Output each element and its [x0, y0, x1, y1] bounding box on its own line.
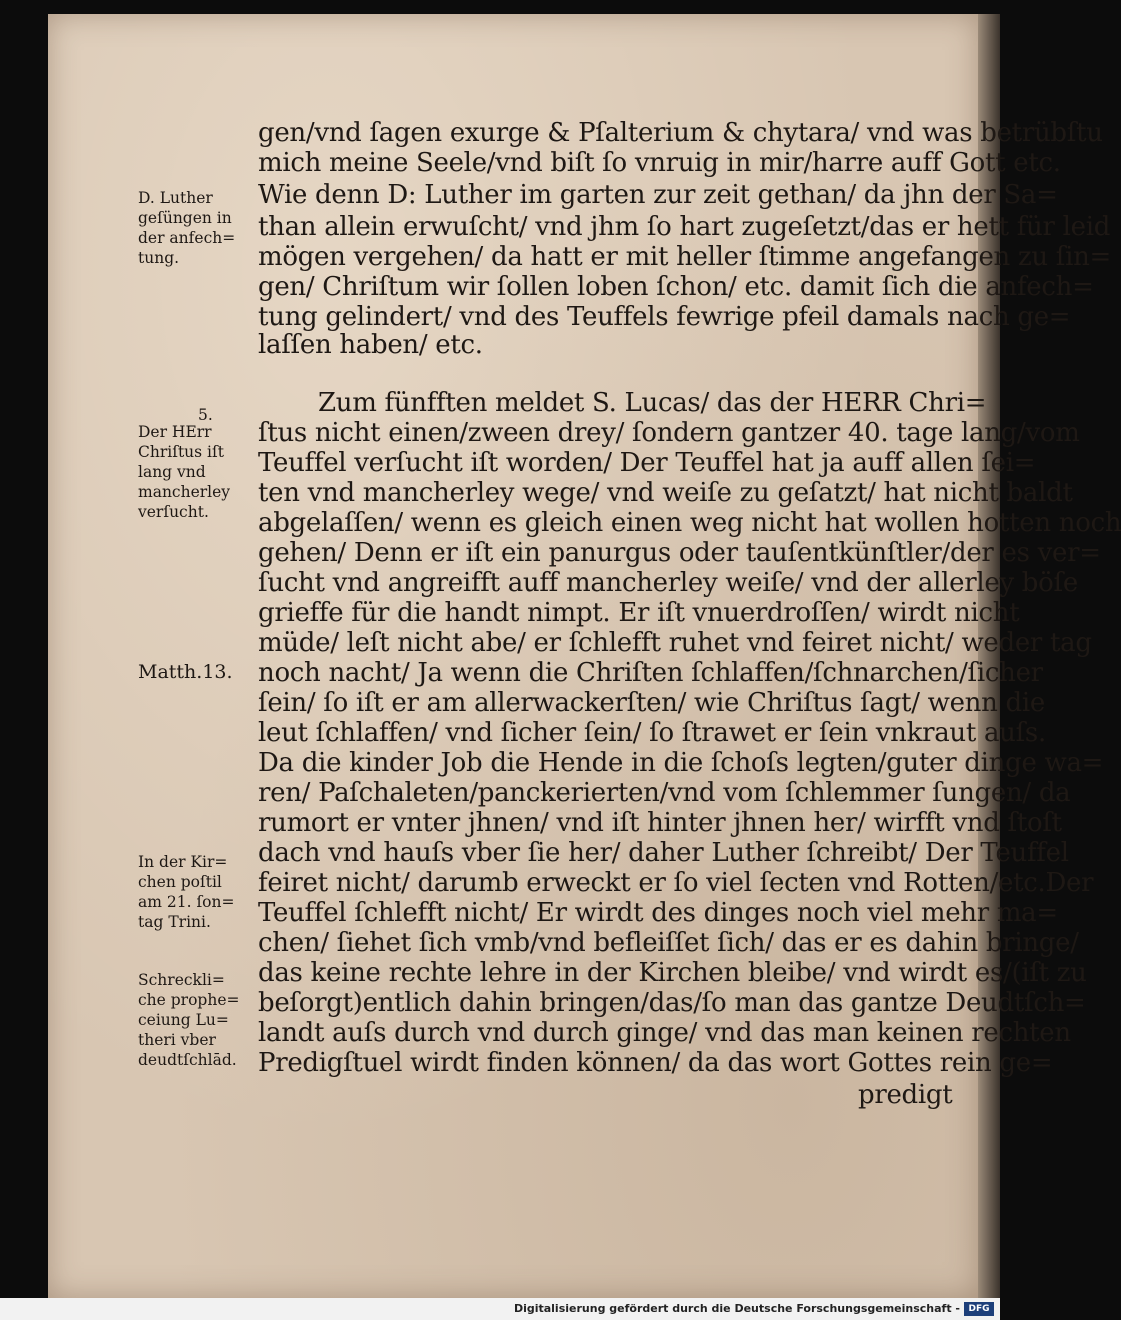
margin-note-line: geſüngen in: [138, 209, 232, 227]
margin-note-line: deudtſchlād.: [138, 1051, 237, 1069]
margin-note-line: che prophe=: [138, 991, 240, 1009]
margin-note-line: mancherley: [138, 483, 231, 501]
body-line: Zum fünfften meldet S. Lucas/ das der HERR Chri=: [318, 388, 987, 418]
body-line: gen/ Chriſtum wir ſollen loben ſchon/ etc. damit ſich die anfech=: [258, 272, 1094, 302]
body-line: mögen vergehen/ da hatt er mit heller ſtimme angefangen zu ſin=: [258, 242, 1112, 272]
body-line: Da die kinder Job die Hende in die ſchoſs legten/guter dinge wa=: [258, 748, 1104, 778]
body-line: ten vnd mancherley wege/ vnd weiſe zu geſatzt/ hat nicht baldt: [258, 478, 1073, 508]
margin-note-line: Der HErr: [138, 423, 212, 441]
body-line: beſorgt)entlich dahin bringen/das/ſo man das gantze Deudtſch=: [258, 988, 1086, 1018]
margin-note-line: D. Luther: [138, 189, 213, 207]
margin-note-line: tag Trini.: [138, 913, 211, 931]
margin-note-line: am 21. ſon=: [138, 893, 235, 911]
catchword: predigt: [858, 1080, 953, 1110]
body-line: dach vnd hauſs vber ſie her/ daher Luther ſchreibt/ Der Teuffel: [258, 838, 1069, 868]
margin-note-line: der anfech=: [138, 229, 236, 247]
body-line: Predigſtuel wirdt finden können/ da das wort Gottes rein ge=: [258, 1048, 1053, 1078]
body-line: chen/ ſiehet ſich vmb/vnd befleiſſet ſich/ das er es dahin bringe/: [258, 928, 1079, 958]
body-line: landt auſs durch vnd durch ginge/ vnd das man keinen rechten: [258, 1018, 1071, 1048]
body-line: rumort er vnter jhnen/ vnd iſt hinter jhnen her/ wirfft vnd ſtoſt: [258, 808, 1062, 838]
body-line: ſtus nicht einen/zween drey/ ſondern gantzer 40. tage lang/vom: [258, 418, 1080, 448]
body-line: müde/ leſt nicht abe/ er ſchlefft ruhet vnd feiret nicht/ weder tag: [258, 628, 1092, 658]
margin-note-postil: [138, 852, 263, 932]
margin-note-line: Schreckli=: [138, 971, 225, 989]
margin-note-prophecy: [138, 970, 263, 1070]
body-line: feiret nicht/ darumb erweckt er ſo viel ſecten vnd Rotten/etc.Der: [258, 868, 1094, 898]
body-line: das keine rechte lehre in der Kirchen bleibe/ vnd wirdt es/(iſt zu: [258, 958, 1087, 988]
body-line: gehen/ Denn er iſt ein panurgus oder tauſentkünſtler/der es ver=: [258, 538, 1101, 568]
body-line: tung gelindert/ vnd des Teuffels fewrige pfeil damals nach ge=: [258, 302, 1071, 332]
body-line: mich meine Seele/vnd biſt ſo vnruig in mir/harre auff Gott etc.: [258, 148, 1061, 178]
body-line: Teuffel verſucht iſt worden/ Der Teuffel hat ja auff allen ſei=: [258, 448, 1036, 478]
body-line: ſucht vnd angreifft auff mancherley weiſe/ vnd der allerley böſe: [258, 568, 1078, 598]
body-line: ren/ Paſchaleten/panckerierten/vnd vom ſchlemmer ſungen/ da: [258, 778, 1071, 808]
body-line: than allein erwuſcht/ vnd jhm ſo hart zugeſetzt/das er hett für leid: [258, 212, 1111, 242]
margin-note-line: Chriſtus iſt: [138, 443, 224, 461]
body-line: Wie denn D: Luther im garten zur zeit gethan/ da jhn der Sa=: [258, 180, 1058, 210]
margin-note-line: tung.: [138, 249, 180, 267]
funding-credit: Digitalisierung gefördert durch die Deutsche Forschungsgemeinschaft -: [513, 1302, 960, 1315]
footer-bar: [0, 1298, 1000, 1320]
body-line: ſein/ ſo iſt er am allerwackerſten/ wie Chriſtus ſagt/ wenn die: [258, 688, 1045, 718]
margin-note-line: 5.: [198, 406, 213, 424]
margin-note-luther: [138, 188, 263, 268]
body-line: grieffe für die handt nimpt. Er iſt vnuerdroſſen/ wirdt nicht: [258, 598, 1020, 628]
margin-note-christus: [138, 408, 263, 522]
body-line: leut ſchlaffen/ vnd ſicher ſein/ ſo ſtrawet er ſein vnkraut auſs.: [258, 718, 1046, 748]
margin-note-line: chen poſtil: [138, 873, 222, 891]
margin-note-line: verſucht.: [138, 503, 209, 521]
body-line: laſſen haben/ etc.: [258, 330, 483, 360]
body-line: noch nacht/ Ja wenn die Chriſten ſchlaffen/ſchnarchen/ſicher: [258, 658, 1043, 688]
margin-note-line: In der Kir=: [138, 853, 228, 871]
body-line: Teuffel ſchlefft nicht/ Er wirdt des dinges noch viel mehr ma=: [258, 898, 1058, 928]
body-line: gen/vnd ſagen exurge & Pſalterium & chytara/ vnd was betrübſtu: [258, 118, 1103, 148]
margin-note-line: ceiung Lu=: [138, 1011, 229, 1029]
margin-note-matthew: [138, 662, 263, 682]
margin-note-line: lang vnd: [138, 463, 206, 481]
dfg-logo-icon: DFG: [964, 1302, 994, 1316]
margin-note-line: Matth.13.: [138, 661, 233, 683]
margin-note-line: theri vber: [138, 1031, 216, 1049]
body-line: abgelaſſen/ wenn es gleich einen weg nicht hat wollen hotten noch: [258, 508, 1121, 538]
